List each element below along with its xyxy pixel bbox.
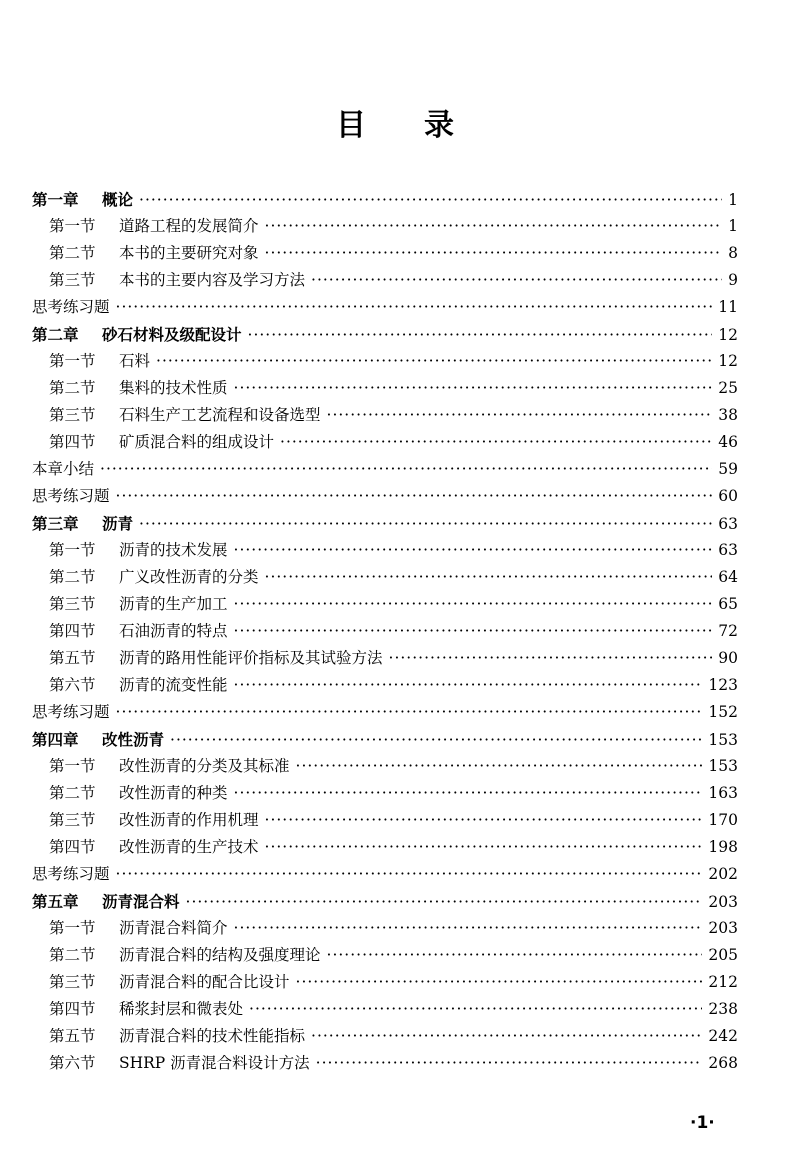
toc-entry-page: 205: [708, 946, 738, 964]
toc-entry-title: 思考练习题: [32, 487, 110, 505]
toc-entry-page: 11: [718, 298, 738, 316]
toc-entry-title: 思考练习题: [32, 865, 110, 883]
page-number-footer: ·1·: [690, 1113, 715, 1133]
dot-leader: [170, 727, 702, 754]
dot-leader: [265, 240, 723, 267]
toc-entry-title: 沥青的生产加工: [119, 595, 228, 613]
toc-entry-title: 道路工程的发展简介: [119, 217, 259, 235]
toc-entry-section: [32, 645, 738, 672]
toc-entry-section: [32, 807, 738, 834]
toc-entry-title: 沥青的技术发展: [119, 541, 228, 559]
toc-entry-section: [32, 375, 738, 402]
toc-entry-title: 沥青混合料的结构及强度理论: [119, 946, 321, 964]
toc-entry-number: 第三节: [49, 406, 96, 424]
toc-entry-title: 思考练习题: [32, 298, 110, 316]
toc-entry-title: 石料生产工艺流程和设备选型: [119, 406, 321, 424]
toc-entry-page: 152: [708, 703, 738, 721]
toc-entry-number: 第四节: [49, 838, 96, 856]
toc-entry-number: 第三节: [49, 271, 96, 289]
toc-entry-page: 8: [728, 244, 738, 262]
toc-entry-page: 60: [718, 487, 738, 505]
toc-entry-number: 第一节: [49, 757, 96, 775]
toc-entry-page: 202: [708, 865, 738, 883]
toc-entry-number: 第二节: [49, 244, 96, 262]
dot-leader: [296, 753, 703, 780]
dot-leader: [234, 618, 713, 645]
toc-entry-number: 第一章: [32, 190, 79, 209]
toc-entry-number: 第一节: [49, 352, 96, 370]
toc-entry-section: [32, 969, 738, 996]
dot-leader: [139, 187, 722, 214]
toc-entry-page: 12: [718, 326, 738, 344]
toc-entry-section: [32, 672, 738, 699]
toc-entry-number: 第五节: [49, 1027, 96, 1045]
toc-entry-section: [32, 753, 738, 780]
dot-leader: [116, 294, 713, 321]
toc-entry-section: [32, 834, 738, 861]
dot-leader: [316, 1050, 703, 1077]
toc-entry-section: [32, 537, 738, 564]
toc-entry-number: 第四节: [49, 622, 96, 640]
toc-entry-page: 163: [708, 784, 738, 802]
toc-entry-section: [32, 267, 738, 294]
toc-entry-page: 153: [708, 731, 738, 749]
toc-entry-plain: [32, 699, 738, 726]
toc-entry-page: 203: [708, 919, 738, 937]
toc-entry-title: 思考练习题: [32, 703, 110, 721]
toc-entry-title: 矿质混合料的组成设计: [119, 433, 275, 451]
toc-entry-page: 1: [728, 191, 738, 209]
dot-leader: [156, 348, 712, 375]
toc-entry-number: 第一节: [49, 919, 96, 937]
dot-leader: [116, 483, 713, 510]
toc-entry-page: 46: [718, 433, 738, 451]
toc-entry-section: [32, 780, 738, 807]
toc-entry-page: 90: [718, 649, 738, 667]
dot-leader: [389, 645, 713, 672]
toc-entry-number: 第二章: [32, 325, 79, 344]
toc-entry-page: 72: [718, 622, 738, 640]
toc-entry-number: 第五章: [32, 892, 79, 911]
toc-entry-number: 第四章: [32, 730, 79, 749]
toc-entry-page: 203: [708, 893, 738, 911]
toc-entry-section: [32, 1023, 738, 1050]
toc-entry-section: [32, 402, 738, 429]
dot-leader: [234, 591, 713, 618]
dot-leader: [186, 889, 703, 916]
toc-entry-title: 广义改性沥青的分类: [119, 568, 259, 586]
dot-leader: [234, 672, 703, 699]
dot-leader: [248, 322, 713, 349]
toc-entry-number: 第六节: [49, 1054, 96, 1072]
toc-entry-page: 198: [708, 838, 738, 856]
dot-leader: [116, 699, 703, 726]
toc-entry-title: 沥青混合料的技术性能指标: [119, 1027, 306, 1045]
dot-leader: [100, 456, 712, 483]
toc-entry-title: 沥青的路用性能评价指标及其试验方法: [119, 649, 383, 667]
toc-entry-section: [32, 618, 738, 645]
toc-entry-chapter: [32, 321, 738, 348]
toc-entry-section: [32, 429, 738, 456]
dot-leader: [265, 564, 713, 591]
toc-entry-chapter: [32, 726, 738, 753]
toc-entry-section: [32, 942, 738, 969]
page-title: 目录: [336, 108, 512, 143]
toc-entry-plain: [32, 861, 738, 888]
dot-leader: [327, 402, 713, 429]
toc-entry-section: [32, 564, 738, 591]
toc-entry-title: 砂石材料及级配设计: [102, 325, 242, 344]
toc-entry-title: 本书的主要内容及学习方法: [119, 271, 306, 289]
dot-leader: [249, 996, 702, 1023]
toc-entry-number: 第二节: [49, 379, 96, 397]
toc-entry-page: 9: [728, 271, 738, 289]
toc-entry-section: [32, 240, 738, 267]
toc-entry-plain: [32, 483, 738, 510]
toc-entry-chapter: [32, 510, 738, 537]
toc-entry-plain: [32, 294, 738, 321]
toc-list: [32, 186, 738, 1077]
dot-leader: [311, 1023, 702, 1050]
toc-entry-number: 第一节: [49, 541, 96, 559]
toc-entry-title: 沥青混合料: [102, 892, 180, 911]
dot-leader: [234, 537, 713, 564]
toc-entry-title: 本章小结: [32, 460, 95, 478]
toc-entry-page: 1: [728, 217, 738, 235]
toc-entry-title: 本书的主要研究对象: [119, 244, 259, 262]
toc-entry-title: 集料的技术性质: [119, 379, 228, 397]
toc-entry-number: 第二节: [49, 946, 96, 964]
dot-leader: [296, 969, 703, 996]
toc-entry-page: 65: [718, 595, 738, 613]
toc-entry-section: [32, 591, 738, 618]
toc-entry-chapter: [32, 888, 738, 915]
toc-entry-title: 概论: [102, 190, 134, 209]
toc-entry-title: 稀浆封层和微表处: [119, 1000, 244, 1018]
dot-leader: [234, 780, 703, 807]
toc-entry-number: 第二节: [49, 784, 96, 802]
dot-leader: [139, 511, 712, 538]
toc-entry-title: 石料: [119, 352, 151, 370]
toc-entry-page: 212: [708, 973, 738, 991]
toc-entry-page: 63: [718, 515, 738, 533]
toc-entry-page: 242: [708, 1027, 738, 1045]
toc-entry-title: 改性沥青: [102, 730, 165, 749]
dot-leader: [280, 429, 712, 456]
toc-entry-title: 改性沥青的种类: [119, 784, 228, 802]
toc-entry-page: 38: [718, 406, 738, 424]
toc-entry-title: 沥青混合料的配合比设计: [119, 973, 290, 991]
toc-entry-number: 第四节: [49, 1000, 96, 1018]
toc-entry-number: 第三节: [49, 811, 96, 829]
toc-entry-page: 25: [718, 379, 738, 397]
toc-entry-section: [32, 213, 738, 240]
toc-entry-page: 268: [708, 1054, 738, 1072]
toc-entry-page: 123: [708, 676, 738, 694]
toc-entry-title: 石油沥青的特点: [119, 622, 228, 640]
toc-entry-plain: [32, 456, 738, 483]
toc-entry-page: 59: [718, 460, 738, 478]
toc-entry-page: 238: [708, 1000, 738, 1018]
dot-leader: [116, 861, 703, 888]
dot-leader: [311, 267, 722, 294]
toc-entry-page: 153: [708, 757, 738, 775]
toc-entry-number: 第六节: [49, 676, 96, 694]
toc-entry-section: [32, 348, 738, 375]
dot-leader: [265, 213, 723, 240]
toc-entry-title: 沥青混合料简介: [119, 919, 228, 937]
toc-entry-section: [32, 996, 738, 1023]
toc-entry-section: [32, 915, 738, 942]
toc-entry-number: 第四节: [49, 433, 96, 451]
toc-entry-title: 改性沥青的生产技术: [119, 838, 259, 856]
toc-entry-page: 63: [718, 541, 738, 559]
toc-entry-title: 改性沥青的作用机理: [119, 811, 259, 829]
toc-entry-number: 第三节: [49, 973, 96, 991]
toc-entry-title: 改性沥青的分类及其标准: [119, 757, 290, 775]
toc-entry-title: SHRP 沥青混合料设计方法: [119, 1054, 310, 1072]
toc-entry-page: 12: [718, 352, 738, 370]
toc-entry-number: 第五节: [49, 649, 96, 667]
dot-leader: [265, 807, 703, 834]
dot-leader: [234, 375, 713, 402]
toc-entry-chapter: [32, 186, 738, 213]
toc-entry-number: 第一节: [49, 217, 96, 235]
toc-entry-page: 170: [708, 811, 738, 829]
dot-leader: [234, 915, 703, 942]
toc-entry-number: 第二节: [49, 568, 96, 586]
toc-entry-title: 沥青的流变性能: [119, 676, 228, 694]
toc-entry-number: 第三节: [49, 595, 96, 613]
toc-entry-title: 沥青: [102, 514, 134, 533]
dot-leader: [265, 834, 703, 861]
dot-leader: [327, 942, 703, 969]
toc-entry-page: 64: [718, 568, 738, 586]
toc-entry-section: [32, 1050, 738, 1077]
toc-entry-number: 第三章: [32, 514, 79, 533]
